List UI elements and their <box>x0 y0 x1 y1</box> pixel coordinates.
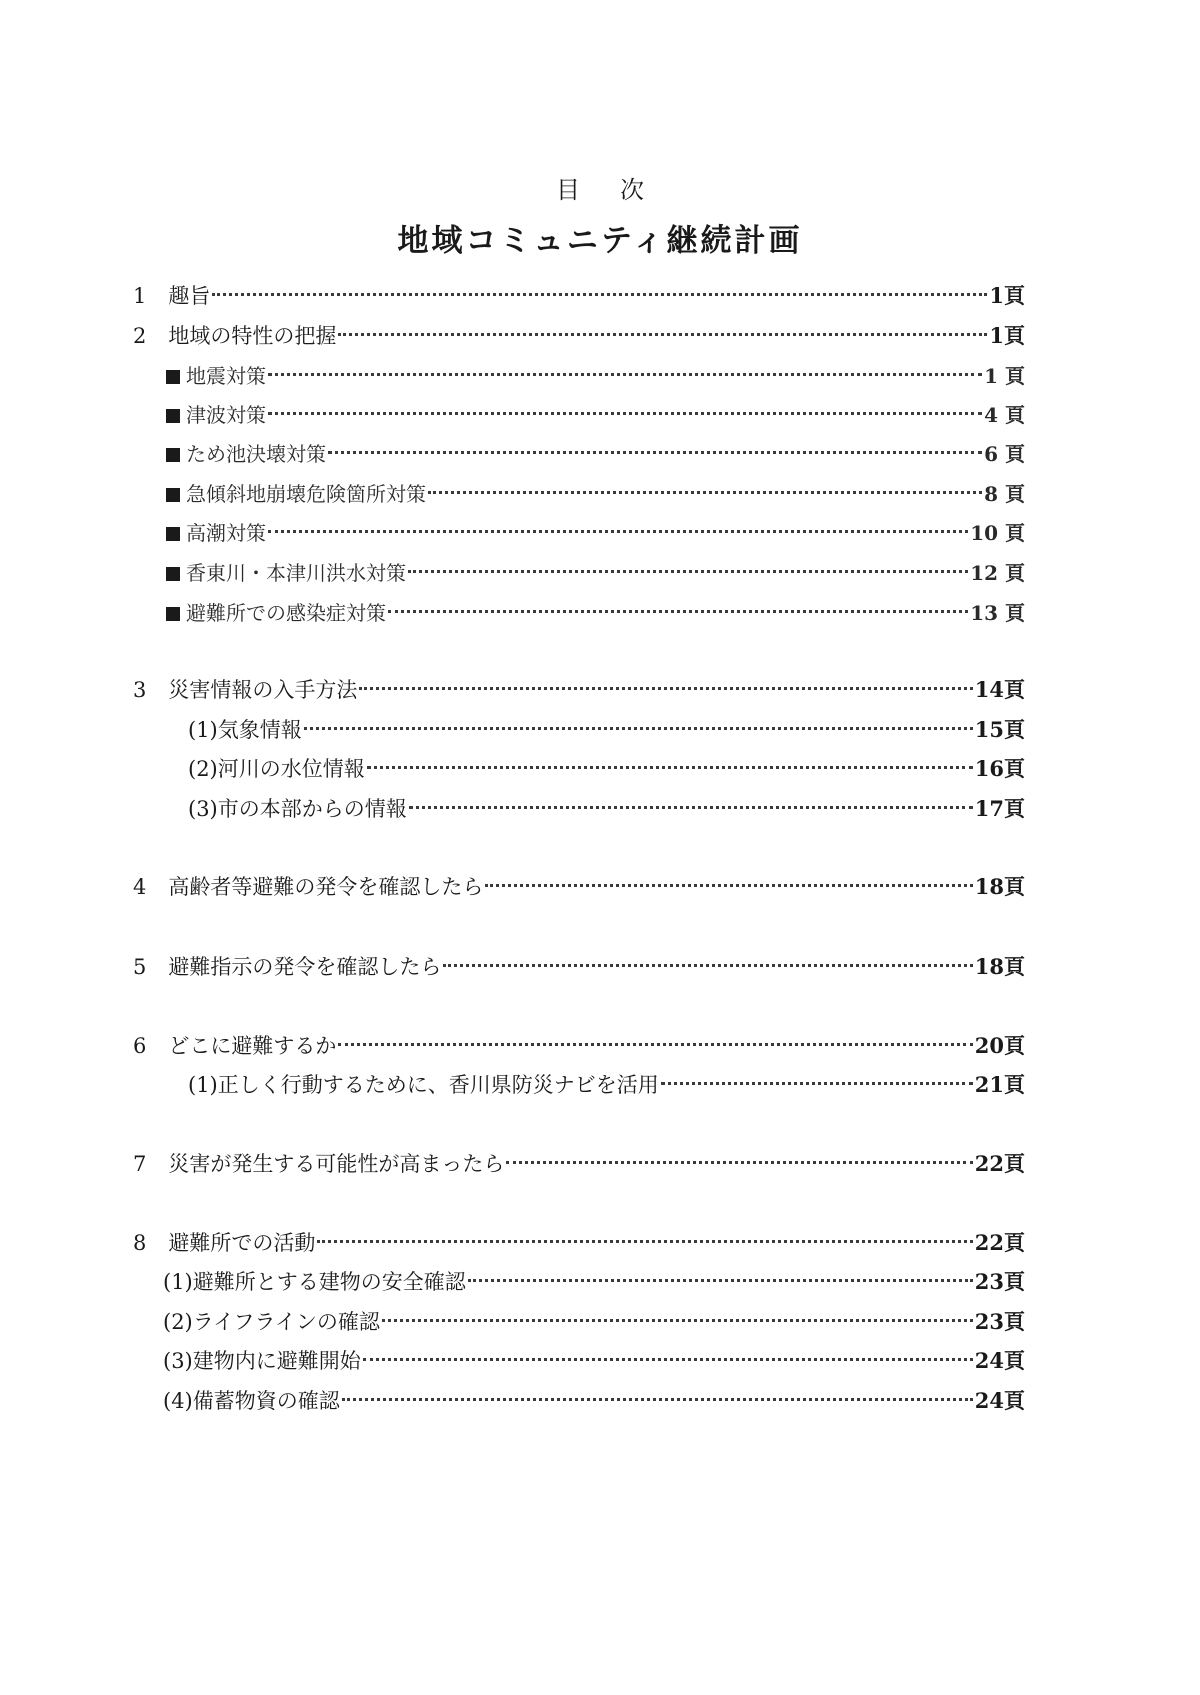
toc-entry-page: 23頁 <box>974 1269 1025 1294</box>
toc-entry <box>133 1226 1025 1260</box>
toc-entry-number: 8 <box>133 1231 147 1255</box>
toc-entry-page: 22頁 <box>974 1151 1025 1176</box>
dot-leader <box>317 1240 972 1243</box>
toc-entry-page: 1頁 <box>989 283 1025 308</box>
toc-subentry <box>166 359 1025 393</box>
dot-leader <box>359 687 972 690</box>
toc-entry-label: 高潮対策 <box>186 521 266 545</box>
dot-leader <box>443 964 972 967</box>
toc-subentry <box>188 1068 1025 1102</box>
toc-entry-label: 香東川・本津川洪水対策 <box>186 561 406 585</box>
dot-leader <box>661 1082 973 1085</box>
toc-entry-number: 6 <box>133 1034 147 1058</box>
contents-heading: 目次 <box>556 176 684 204</box>
toc-entry <box>133 1029 1025 1063</box>
dot-leader <box>363 1358 973 1361</box>
toc-entry-label: 地域の特性の把握 <box>168 324 337 348</box>
dot-leader <box>428 491 982 494</box>
toc-entry-label: どこに避難するか <box>168 1034 337 1058</box>
dot-leader <box>367 766 973 769</box>
document-title: 地域コミュニティ継続計画 <box>397 223 803 259</box>
toc-entry-label: (2)河川の水位情報 <box>188 757 365 781</box>
toc-subentry <box>166 516 1025 550</box>
square-bullet-icon <box>166 448 180 462</box>
toc-entry-label: (1)避難所とする建物の安全確認 <box>163 1270 466 1294</box>
toc-entry-page: 18頁 <box>974 954 1025 979</box>
toc-entry-page: 20頁 <box>974 1033 1025 1058</box>
dot-leader <box>382 1319 973 1322</box>
toc-entry-label: 急傾斜地崩壊危険箇所対策 <box>186 482 426 506</box>
square-bullet-icon <box>166 527 180 541</box>
toc-entry-label: (3)市の本部からの情報 <box>188 797 407 821</box>
toc-entry-page: 12 頁 <box>970 561 1025 585</box>
toc-entry-number: 3 <box>133 678 147 702</box>
toc-entry-page: 1 頁 <box>984 364 1025 388</box>
toc-entry-page: 16頁 <box>974 756 1025 781</box>
dot-leader <box>485 884 972 887</box>
toc-entry-label: 趣旨 <box>168 284 211 308</box>
toc-subentry <box>163 1305 1025 1339</box>
toc-subentry <box>166 477 1025 511</box>
toc-entry-page: 1頁 <box>989 323 1025 348</box>
square-bullet-icon <box>166 488 180 502</box>
toc-entry-label: (2)ライフラインの確認 <box>163 1310 380 1334</box>
toc-entry <box>133 673 1025 707</box>
toc-entry-label: (1)気象情報 <box>188 718 302 742</box>
toc-entry-label: 避難所での感染症対策 <box>186 601 386 625</box>
toc-entry-label: (3)建物内に避難開始 <box>163 1349 361 1373</box>
toc-entry-label: 高齢者等避難の発令を確認したら <box>168 875 484 899</box>
toc-entry <box>133 279 1025 313</box>
dot-leader <box>409 806 973 809</box>
toc-entry-page: 24頁 <box>974 1388 1025 1413</box>
toc-entry-label: (1)正しく行動するために、香川県防災ナビを活用 <box>188 1073 659 1097</box>
toc-subentry <box>163 1265 1025 1299</box>
toc-entry-page: 24頁 <box>974 1348 1025 1373</box>
toc-subentry <box>166 556 1025 590</box>
dot-leader <box>338 1043 972 1046</box>
toc-entry-page: 14頁 <box>974 677 1025 702</box>
dot-leader <box>408 570 968 573</box>
toc-entry <box>133 950 1025 984</box>
toc-entry-number: 7 <box>133 1152 147 1176</box>
toc-entry-label: 避難所での活動 <box>168 1231 316 1255</box>
toc-entry-number: 5 <box>133 955 147 979</box>
square-bullet-icon <box>166 370 180 384</box>
toc-subentry <box>188 792 1025 826</box>
dot-leader <box>212 293 987 296</box>
toc-entry-page: 15頁 <box>974 717 1025 742</box>
toc-entry-page: 8 頁 <box>984 482 1025 506</box>
toc-entry <box>133 319 1025 353</box>
dot-leader <box>342 1398 973 1401</box>
toc-entry-page: 22頁 <box>974 1230 1025 1255</box>
toc-entry-page: 13 頁 <box>970 601 1025 625</box>
toc-entry-label: 津波対策 <box>186 403 266 427</box>
toc-subentry <box>188 713 1025 747</box>
toc-entry-number: 1 <box>133 284 147 308</box>
toc-subentry <box>166 596 1025 630</box>
toc-entry-label: 災害が発生する可能性が高まったら <box>168 1152 505 1176</box>
dot-leader <box>268 373 982 376</box>
toc-subentry <box>166 398 1025 432</box>
toc-entry-page: 17頁 <box>974 796 1025 821</box>
dot-leader <box>388 610 968 613</box>
toc-entry-label: 災害情報の入手方法 <box>168 678 358 702</box>
toc-subentry <box>188 752 1025 786</box>
toc-entry-number: 4 <box>133 875 147 899</box>
toc-entry-label: 避難指示の発令を確認したら <box>168 955 442 979</box>
square-bullet-icon <box>166 607 180 621</box>
square-bullet-icon <box>166 409 180 423</box>
toc-entry <box>133 1147 1025 1181</box>
toc-entry-page: 21頁 <box>974 1072 1025 1097</box>
toc-subentry <box>163 1344 1025 1378</box>
toc-entry-label: 地震対策 <box>186 364 266 388</box>
dot-leader <box>304 727 973 730</box>
toc-entry-number: 2 <box>133 324 147 348</box>
dot-leader <box>506 1161 972 1164</box>
toc-entry-page: 18頁 <box>974 874 1025 899</box>
toc-entry <box>133 870 1025 904</box>
toc-entry-page: 4 頁 <box>984 403 1025 427</box>
toc-entry-label: (4)備蓄物資の確認 <box>163 1389 340 1413</box>
square-bullet-icon <box>166 567 180 581</box>
toc-entry-label: ため池決壊対策 <box>186 442 326 466</box>
dot-leader <box>268 412 982 415</box>
dot-leader <box>338 333 987 336</box>
dot-leader <box>328 451 982 454</box>
toc-subentry <box>166 437 1025 471</box>
dot-leader <box>268 530 968 533</box>
dot-leader <box>468 1279 973 1282</box>
toc-subentry <box>163 1384 1025 1418</box>
toc-entry-page: 6 頁 <box>984 442 1025 466</box>
toc-entry-page: 10 頁 <box>970 521 1025 545</box>
toc-entry-page: 23頁 <box>974 1309 1025 1334</box>
